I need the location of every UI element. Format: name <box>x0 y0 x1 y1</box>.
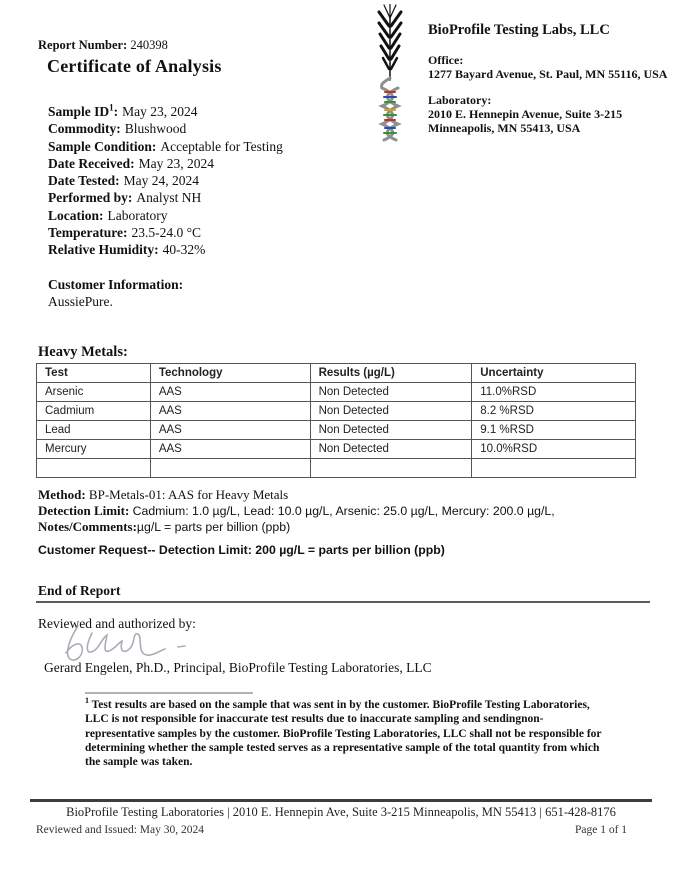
cell-result: Non Detected <box>310 383 472 402</box>
office-label: Office: <box>428 53 464 67</box>
cell-technology: AAS <box>150 421 310 440</box>
sample-field: Date Received: May 23, 2024 <box>48 155 214 171</box>
laboratory-label: Laboratory: <box>428 93 492 107</box>
sample-field: Temperature: 23.5-24.0 °C <box>48 225 202 241</box>
cell-uncertainty: 11.0%RSD <box>472 383 636 402</box>
table-row <box>37 383 636 402</box>
cell-test: Cadmium <box>37 402 151 421</box>
footer-address: BioProfile Testing Laboratories | 2010 E. Hennepin Ave, Suite 3-215 Minneapolis, MN 55413 | 651-428-8176 <box>66 805 616 819</box>
report-number-value: 240398 <box>130 38 168 52</box>
detection-limit-label: Detection Limit: <box>38 502 130 518</box>
column-header: Technology <box>150 364 310 383</box>
cell-test <box>37 459 151 478</box>
footer-divider <box>30 799 652 802</box>
table-header-row <box>37 364 636 383</box>
notes-value: µg/L = parts per billion (ppb) <box>136 520 291 535</box>
table-row <box>37 402 636 421</box>
report-number <box>38 38 168 53</box>
customer-request-line: Customer Request-- Detection Limit: 200 µg/L = parts per billion (ppb) <box>38 543 445 557</box>
heavy-metals-heading: Heavy Metals: <box>38 344 128 360</box>
sample-field: Performed by: Analyst NH <box>48 190 202 206</box>
cell-result: Non Detected <box>310 402 472 421</box>
heavy-metals-table <box>36 363 636 478</box>
cell-uncertainty: 9.1 %RSD <box>472 421 636 440</box>
footer-issued-date: Reviewed and Issued: May 30, 2024 <box>36 824 204 836</box>
cell-uncertainty: 8.2 %RSD <box>472 402 636 421</box>
table-row-empty <box>37 459 636 478</box>
cell-test: Lead <box>37 421 151 440</box>
customer-name: AussiePure. <box>48 294 113 310</box>
method-label: Method: <box>38 487 86 502</box>
table-row <box>37 440 636 459</box>
company-name: BioProfile Testing Labs, LLC <box>428 22 610 38</box>
sample-field: Relative Humidity: 40-32% <box>48 242 206 258</box>
sample-field: Commodity: Blushwood <box>48 121 187 137</box>
footnote <box>85 698 613 769</box>
company-info <box>428 22 668 135</box>
footnote-superscript: 1 <box>85 696 89 706</box>
cell-uncertainty <box>472 459 636 478</box>
sample-field: Sample $ID^1$: May 23, 2024 <box>48 102 198 119</box>
footer-page-number: Page 1 of 1 <box>575 824 628 836</box>
cell-technology: AAS <box>150 383 310 402</box>
cell-technology: AAS <box>150 440 310 459</box>
customer-info-heading: Customer Information: <box>48 277 184 292</box>
customer-info <box>48 276 183 311</box>
footnote-text: Test results are based on the sample that was sent in by the customer. BioProfile Testing Laboratories, LLC is not responsible for inaccurate test results due to inaccurate sampling and sendingnon-representative samples by the customer. BioProfile Testing Laboratories, LLC shall not be responsible for determining whether the sample tested serves as a representative sample of the total quantity from which the sample was taken. <box>85 699 602 769</box>
cell-result: Non Detected <box>310 421 472 440</box>
cell-result: Non Detected <box>310 440 472 459</box>
sample-field: Sample Condition: Acceptable for Testing <box>48 138 283 154</box>
detection-limit-value: Cadmium: 1.0 µg/L, Lead: 10.0 µg/L, Arsenic: 25.0 µg/L, Mercury: 200.0 µg/L, <box>132 503 555 518</box>
cell-technology <box>150 459 310 478</box>
cell-technology: AAS <box>150 402 310 421</box>
method-section <box>38 487 555 536</box>
cell-test: Arsenic <box>37 383 151 402</box>
laboratory-address-line1: 2010 E. Hennepin Avenue, Suite 3-215 <box>428 107 623 121</box>
notes-line <box>38 519 555 536</box>
office-address: 1277 Bayard Avenue, St. Paul, MN 55116, USA <box>428 67 668 81</box>
table-row <box>37 421 636 440</box>
end-of-report-divider <box>36 601 650 603</box>
end-of-report-label: End of Report <box>38 583 121 598</box>
laboratory-address-line2: Minneapolis, MN 55413, USA <box>428 121 581 135</box>
page-title: Certificate of Analysis <box>47 56 222 76</box>
wheat-dna-logo-icon <box>366 4 414 142</box>
column-header: Uncertainty <box>472 364 636 383</box>
sample-field: Date Tested: May 24, 2024 <box>48 173 199 189</box>
cell-test: Mercury <box>37 440 151 459</box>
method-value: BP-Metals-01: AAS for Heavy Metals <box>88 487 289 502</box>
sample-info <box>48 103 283 259</box>
detection-limit-line <box>38 503 555 520</box>
cell-result <box>310 459 472 478</box>
signer-name: Gerard Engelen, Ph.D., Principal, BioProfile Testing Laboratories, LLC <box>44 660 432 675</box>
sample-field: Location: Laboratory <box>48 207 168 223</box>
reviewed-by-label: Reviewed and authorized by: <box>38 616 196 631</box>
notes-label: Notes/Comments: <box>38 519 137 535</box>
footnote-divider <box>85 692 253 694</box>
cell-uncertainty: 10.0%RSD <box>472 440 636 459</box>
report-number-label: Report Number: <box>38 38 128 52</box>
method-line <box>38 487 555 503</box>
column-header: Results (µg/L) <box>310 364 472 383</box>
column-header: Test <box>37 364 151 383</box>
